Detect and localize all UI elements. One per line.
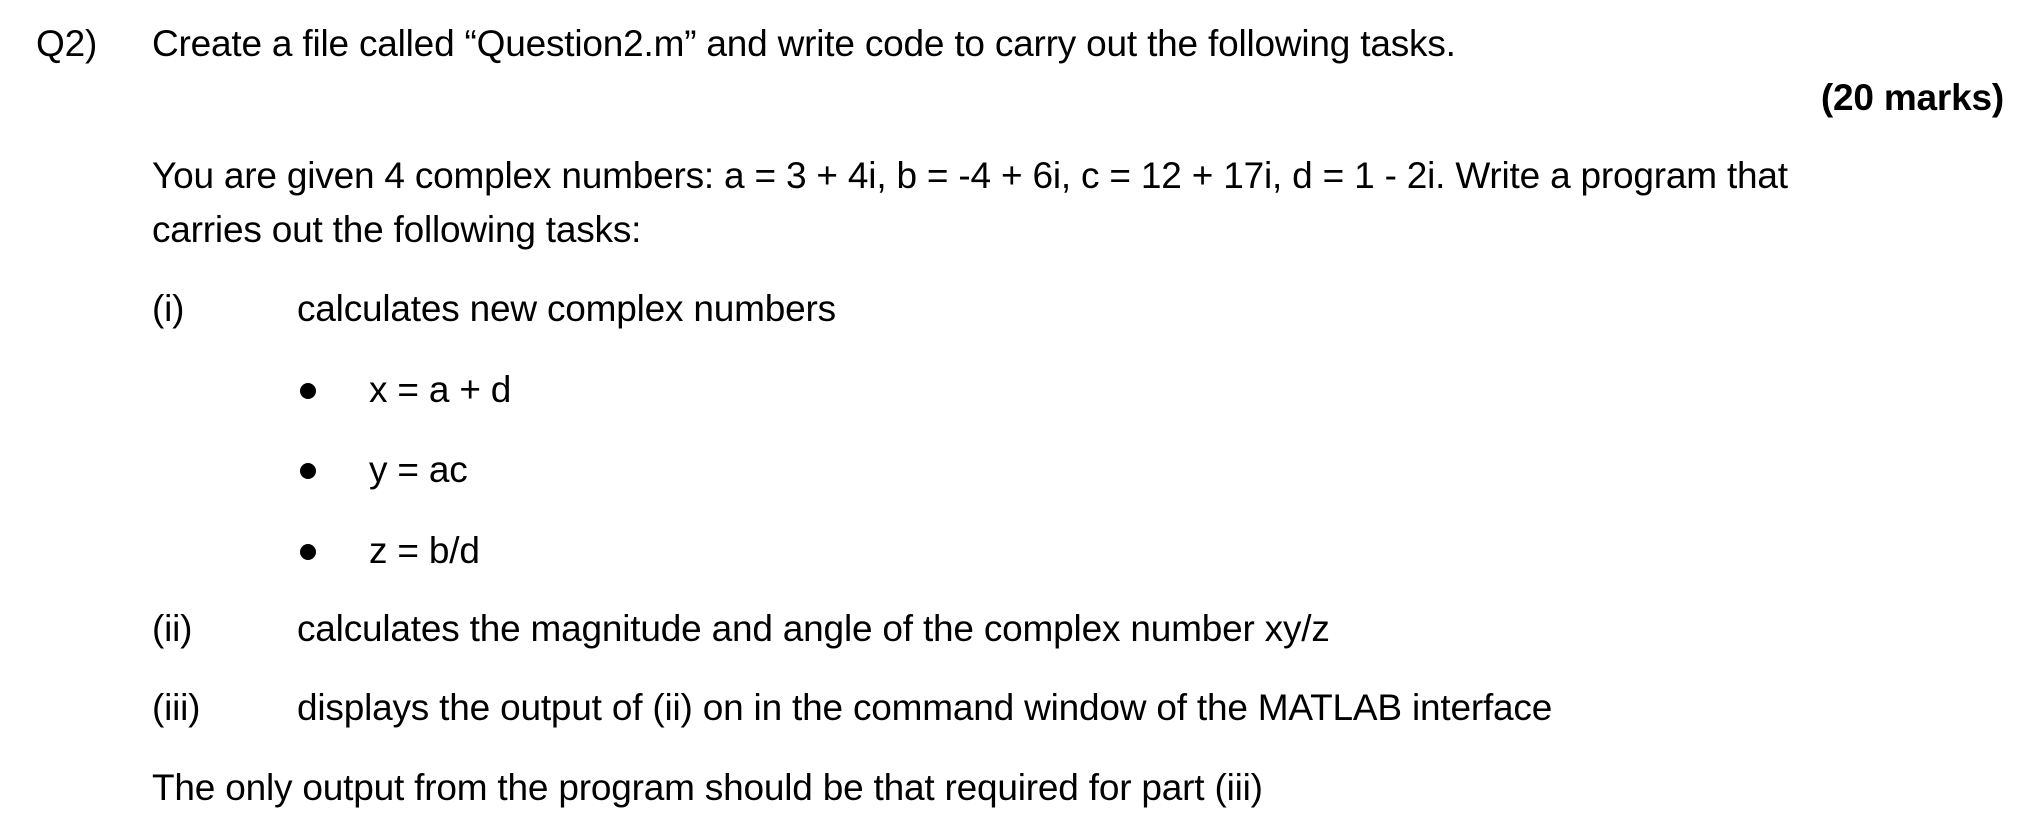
bullet-icon xyxy=(300,463,316,479)
part-ii-label: (ii) xyxy=(152,608,193,649)
part-i-text: calculates new complex numbers xyxy=(297,288,836,329)
part-iii-text: displays the output of (ii) on in the command window of the MATLAB interface xyxy=(297,687,1553,728)
bullet-icon xyxy=(300,383,316,399)
part-i-label: (i) xyxy=(152,288,185,329)
bullet-y-equation: y = ac xyxy=(369,449,468,490)
question-heading: Create a file called “Question2.m” and write code to carry out the following tasks. xyxy=(152,23,1456,64)
part-ii-text: calculates the magnitude and angle of the complex number xy/z xyxy=(297,608,1330,649)
bullet-icon xyxy=(300,544,316,560)
bullet-x-equation: x = a + d xyxy=(369,369,512,410)
intro-line-2: carries out the following tasks: xyxy=(152,209,642,250)
question-number: Q2) xyxy=(36,23,98,64)
marks-label: (20 marks) xyxy=(1820,77,2004,118)
closing-statement: The only output from the program should be that required for part (iii) xyxy=(152,767,1263,808)
bullet-z-equation: z = b/d xyxy=(369,530,480,571)
part-iii-label: (iii) xyxy=(152,687,201,728)
intro-line-1: You are given 4 complex numbers: a = 3 + 4i, b = -4 + 6i, c = 12 + 17i, d = 1 - 2i. Write a program that xyxy=(152,155,1788,196)
